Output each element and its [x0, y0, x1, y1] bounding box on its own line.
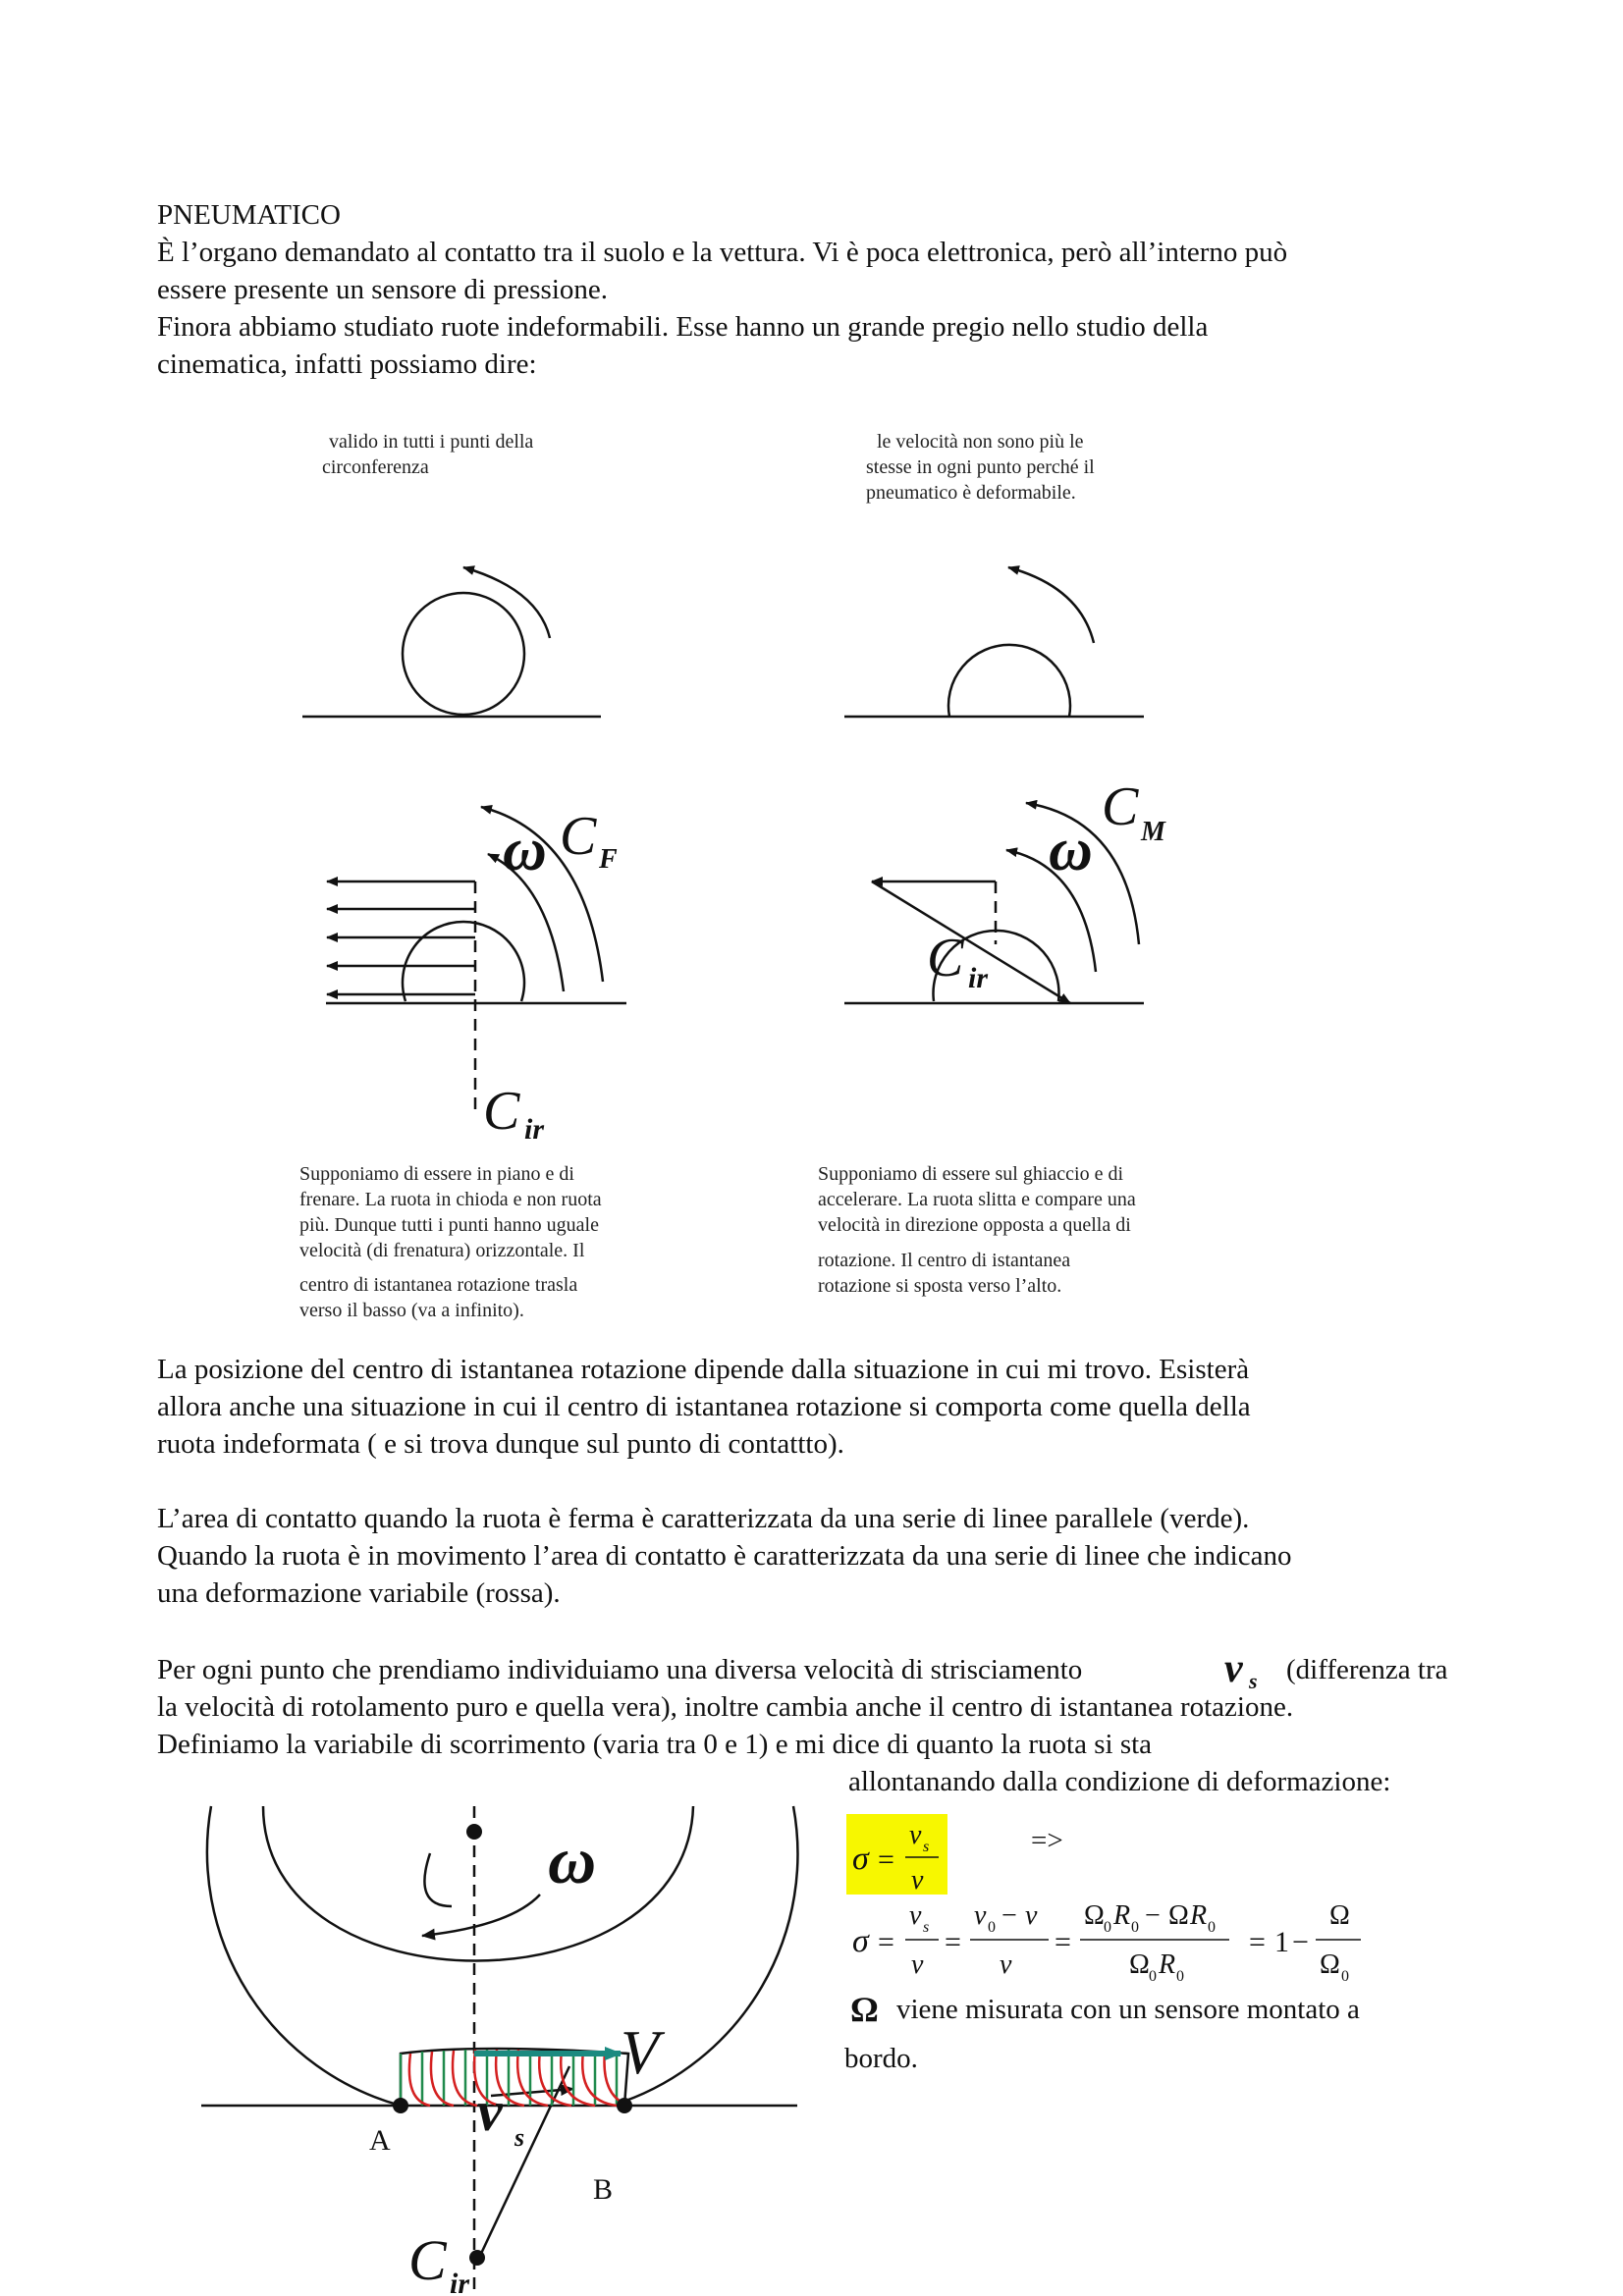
frac2-num-zero: 0	[988, 1919, 996, 1936]
cf-label: C	[560, 806, 597, 867]
equals-sign: =	[945, 1926, 961, 1958]
note-right-1: le velocità non sono più le	[877, 431, 1084, 453]
frac3-den-zero-a: 0	[1149, 1968, 1157, 1985]
frac4-num-Omega: Ω	[1329, 1900, 1350, 1931]
caption-left-line: Supponiamo di essere in piano e di	[299, 1163, 574, 1185]
frac3-Omega0: Ω	[1084, 1900, 1105, 1931]
intro-line-3: Finora abbiamo studiato ruote indeformabili. Esse hanno un grande pregio nello studio della	[157, 311, 1209, 343]
omega-accel-label: ω	[1049, 817, 1093, 883]
numerator-sub-s: s	[923, 1839, 930, 1855]
note-left-1: valido in tutti i punti della	[329, 431, 534, 453]
frac3-R: R	[1190, 1900, 1208, 1931]
para1-line-2: allora anche una situazione in cui il centro di istantanea rotazione si comporta come quella della	[157, 1391, 1251, 1422]
frac3-den-Omega0: Ω	[1129, 1949, 1150, 1980]
omega-symbol: Ω	[850, 1990, 879, 2029]
para3-line-3: Definiamo la variabile di scorrimento (varia tra 0 e 1) e mi dice di quanto la ruota si sta	[157, 1729, 1153, 1760]
caption-right-line: accelerare. La ruota slitta e compare una	[818, 1189, 1136, 1210]
note-right-2: stesse in ogni punto perché il	[866, 456, 1095, 478]
caption-right-line: rotazione si sposta verso l’alto.	[818, 1275, 1062, 1297]
caption-left-line: frenare. La ruota in chioda e non ruota	[299, 1189, 602, 1210]
v-label: V	[621, 2017, 660, 2087]
frac3-zero-c: 0	[1208, 1919, 1216, 1936]
caption-left-line: più. Dunque tutti i punti hanno uguale	[299, 1214, 599, 1236]
para3-line-4: allontanando dalla condizione di deformazione:	[848, 1766, 1391, 1797]
sigma-symbol: σ	[852, 1841, 869, 1877]
frac3-zero-b: 0	[1131, 1919, 1139, 1936]
cf-sub: F	[599, 844, 618, 875]
numerator-v: v	[909, 1820, 922, 1850]
caption-right-line: Supponiamo di essere sul ghiaccio e di	[818, 1163, 1124, 1185]
equals-sign: =	[878, 1843, 894, 1876]
para3-line-1a: Per ogni punto che prendiamo individuiamo una diversa velocità di strisciamento	[157, 1654, 1083, 1685]
vs-label-sub: s	[514, 2123, 525, 2152]
para2-line-2: Quando la ruota è in movimento l’area di contatto è caratterizzata da una serie di linee che indicano	[157, 1540, 1292, 1572]
para1-line-3: ruota indeformata ( e si trova dunque sul punto di contattto).	[157, 1428, 844, 1460]
cir-brake-label: C	[483, 1081, 520, 1142]
label-a: A	[369, 2124, 391, 2157]
cir-label: C	[408, 2228, 447, 2292]
note-left-2: circonferenza	[322, 456, 429, 478]
wheel-center-point	[466, 1824, 482, 1840]
frac1-num-v: v	[909, 1900, 922, 1931]
minus: −	[1292, 1926, 1309, 1958]
denominator-v: v	[911, 1865, 924, 1896]
frac3-Omega: Ω	[1168, 1900, 1189, 1931]
cir-accel-label: C	[927, 928, 964, 988]
para3-line-1b: (differenza tra	[1286, 1654, 1448, 1685]
para3-line-2: la velocità di rotolamento puro e quella vera), inoltre cambia anche il centro di istantanea rotazione.	[157, 1691, 1294, 1723]
frac2-num-v0: v	[974, 1900, 987, 1931]
note-right-3: pneumatico è deformabile.	[866, 482, 1076, 504]
equals-sign: =	[1055, 1926, 1071, 1958]
intro-line-4: cinematica, infatti possiamo dire:	[157, 348, 537, 380]
cm-sub: M	[1141, 817, 1165, 847]
page-title: PNEUMATICO	[157, 199, 341, 231]
omega-wheel-label: ω	[548, 1823, 597, 1897]
para2-line-1: L’area di contatto quando la ruota è ferma è caratterizzata da una serie di linee parallele (verde).	[157, 1503, 1250, 1534]
frac4-den-Omega: Ω	[1320, 1949, 1340, 1980]
final-line-2: bordo.	[844, 2043, 918, 2074]
caption-left-line: verso il basso (va a infinito).	[299, 1300, 524, 1321]
caption-right-line: velocità in direzione opposta a quella di	[818, 1214, 1131, 1236]
caption-right-line: rotazione. Il centro di istantanea	[818, 1250, 1071, 1271]
frac2-den-v: v	[1000, 1949, 1012, 1980]
para1-line-1: La posizione del centro di istantanea rotazione dipende dalla situazione in cui mi trovo. Esisterà	[157, 1354, 1250, 1385]
frac3-zero-a: 0	[1104, 1919, 1111, 1936]
frac2-num-v: v	[1025, 1900, 1038, 1931]
vs-label: v	[477, 2079, 503, 2143]
frac2-minus: −	[1001, 1900, 1017, 1931]
caption-left-line: velocità (di frenatura) orizzontale. Il	[299, 1240, 585, 1261]
intro-line-1: È l’organo demandato al contatto tra il suolo e la vettura. Vi è poca elettronica, però all’interno può	[157, 237, 1288, 268]
label-b: B	[593, 2173, 614, 2206]
frac3-minus: −	[1145, 1900, 1161, 1931]
caption-left-line: centro di istantanea rotazione trasla	[299, 1274, 578, 1296]
point-b	[617, 2098, 632, 2113]
omega-brake-label: ω	[503, 817, 547, 883]
sigma-symbol: σ	[852, 1923, 869, 1959]
frac1-den-v: v	[911, 1949, 924, 1980]
cir-brake-sub: ir	[524, 1113, 545, 1146]
equals-sign: =	[878, 1926, 894, 1958]
vs-subscript: s	[1249, 1669, 1258, 1693]
frac1-num-s: s	[923, 1919, 930, 1936]
para2-line-3: una deformazione variabile (rossa).	[157, 1577, 561, 1609]
cir-label-sub: ir	[450, 2268, 470, 2296]
point-cir	[469, 2250, 485, 2266]
one: 1	[1274, 1926, 1289, 1958]
implies-arrow: =>	[1031, 1825, 1063, 1856]
frac3-R0: R	[1113, 1900, 1131, 1931]
final-line-1: viene misurata con un sensore montato a	[896, 1994, 1360, 2025]
frac3-den-R0: R	[1159, 1949, 1176, 1980]
cir-accel-sub: ir	[968, 962, 989, 994]
point-a	[393, 2098, 408, 2113]
equals-sign: =	[1249, 1926, 1266, 1958]
vs-symbol: v	[1224, 1646, 1243, 1691]
intro-line-2: essere presente un sensore di pressione.	[157, 274, 609, 305]
frac4-den-zero: 0	[1341, 1968, 1349, 1985]
cm-label: C	[1102, 776, 1139, 837]
frac3-den-zero-b: 0	[1176, 1968, 1184, 1985]
